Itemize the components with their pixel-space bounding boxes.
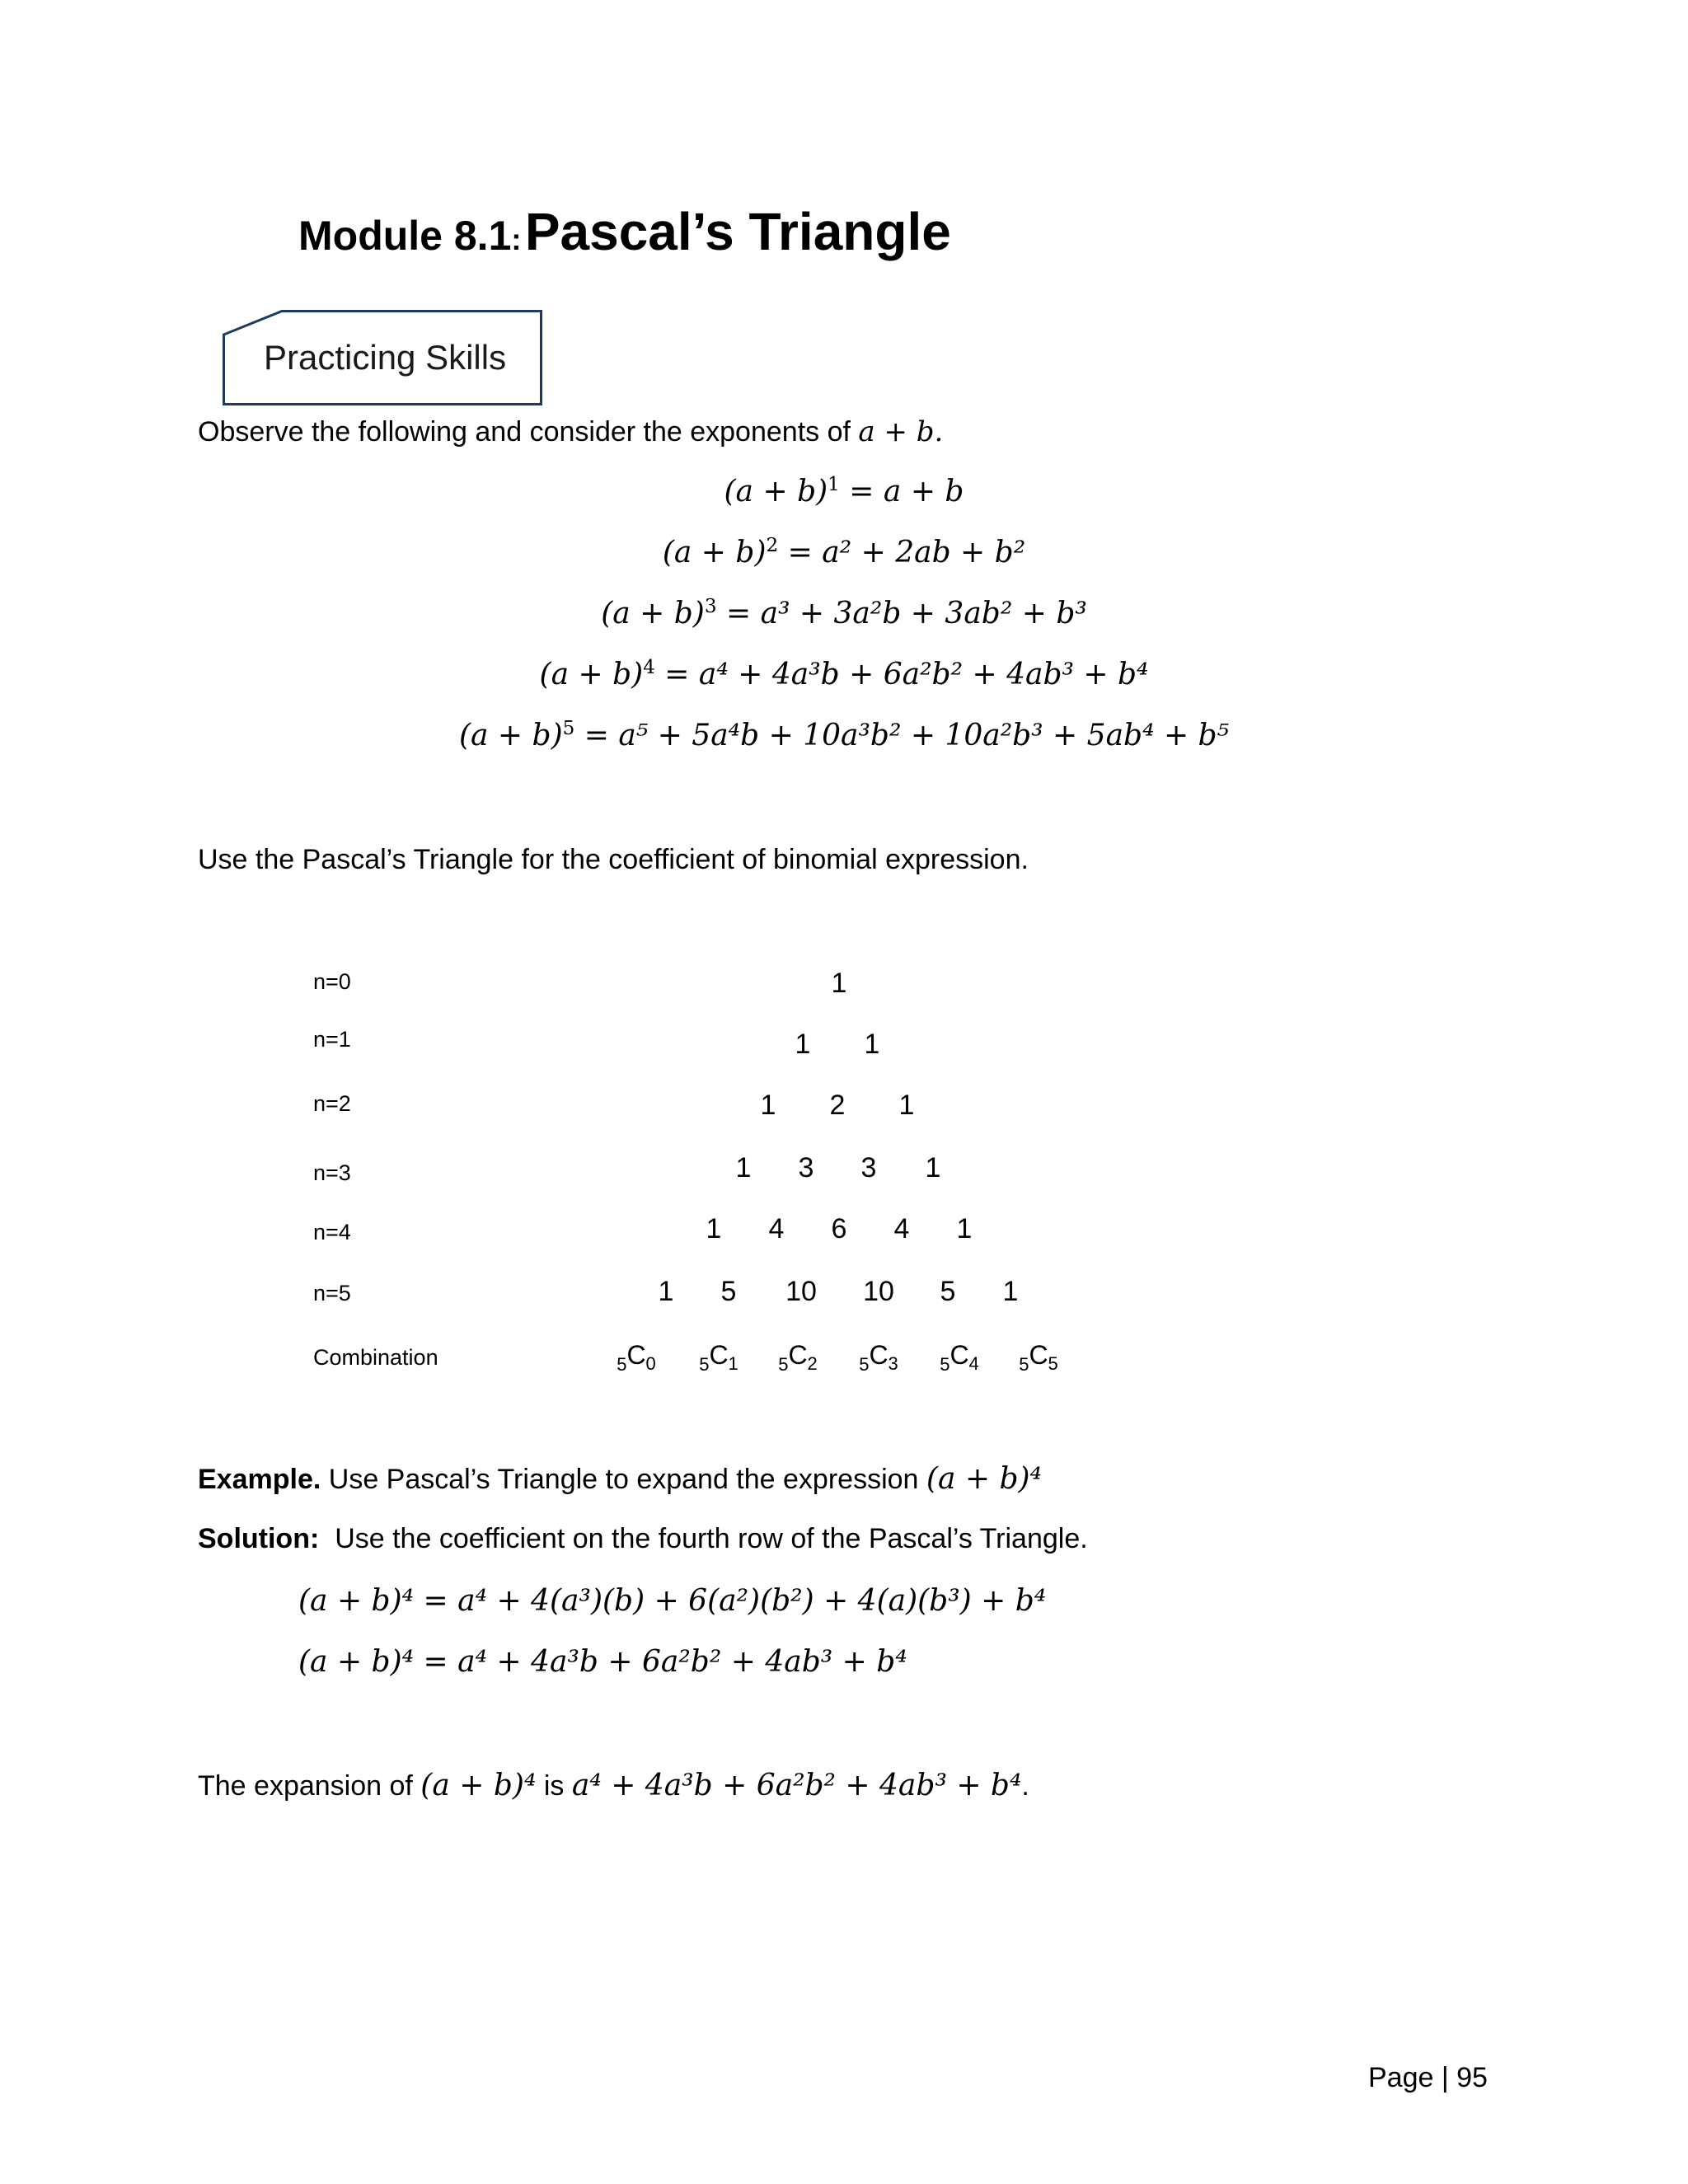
step-rhs: = a⁴ + 4a³b + 6a²b² + 4ab³ + b⁴	[423, 1645, 907, 1679]
expansion-rhs: a⁵ + 5a⁴b + 10a³b² + 10a²b³ + 5ab⁴ + b⁵	[618, 719, 1230, 752]
step-lhs: (a + b)⁴	[298, 1645, 415, 1679]
conclusion-middle: is	[543, 1770, 565, 1802]
conclusion-suffix: .	[1021, 1770, 1029, 1802]
combination-label: $_5C_2$	[778, 1340, 818, 1375]
expansion-power: 4	[643, 657, 655, 679]
expansion-row: $(a + b)^1 = a + b$	[724, 474, 964, 509]
triangle-cell: 10	[785, 1276, 817, 1307]
row-label: Combination	[313, 1345, 438, 1370]
page-number: Page | 95	[1368, 2062, 1488, 2093]
solution-line	[198, 1523, 1088, 1555]
row-label: n=3	[313, 1160, 351, 1185]
combination-label: $_5C_1$	[699, 1340, 738, 1375]
expansion-lhs: (a + b)	[724, 475, 828, 509]
step-lhs: (a + b)⁴	[298, 1584, 415, 1618]
expansion-row: $(a + b)^2 = a^2 + 2ab + b^2$	[662, 535, 1026, 569]
conclusion-lhs: (a + b)⁴	[420, 1769, 537, 1802]
triangle-cell: 4	[893, 1213, 910, 1244]
page-title	[298, 201, 951, 262]
triangle-cell: 1	[956, 1213, 973, 1244]
expansion-rhs: a⁴ + 4a³b + 6a²b² + 4ab³ + b⁴	[698, 658, 1149, 691]
expansion-lhs: (a + b)	[458, 719, 563, 752]
expansion-row: $(a + b)^5 = a^5 + 5a^4b + 10a^3b^2 + 10a^2b^3 + 5ab^4 + b^5$	[458, 718, 1230, 752]
row-label: n=0	[313, 969, 351, 994]
combination-label: $_5C_0$	[617, 1340, 656, 1375]
example-text: Use Pascal’s Triangle to expand the expression	[328, 1464, 919, 1495]
triangle-cell: 1	[760, 1090, 776, 1121]
triangle-cell: 10	[863, 1276, 894, 1307]
intro-text: Observe the following and consider the exponents of	[198, 416, 851, 448]
conclusion-prefix: The expansion of	[198, 1770, 413, 1802]
triangle-cell: 1	[1002, 1276, 1019, 1307]
title-colon: :	[511, 223, 522, 256]
combination-label: $_5C_3$	[859, 1340, 898, 1375]
expansion-row: $(a + b)^4 = a^4 + 4a^3b + 6a^2b^2 + 4ab^3 + b^4$	[539, 657, 1149, 691]
module-title: Pascal’s Triangle	[524, 202, 951, 261]
expansion-row: $(a + b)^3 = a^3 + 3a^2b + 3ab^2 + b^3$	[601, 596, 1087, 630]
row-label: n=4	[313, 1220, 351, 1244]
row-label: n=5	[313, 1281, 351, 1305]
expansion-power: 5	[562, 718, 575, 740]
triangle-cell: 5	[720, 1276, 737, 1307]
triangle-cell: 3	[798, 1152, 814, 1183]
section-label: Practicing Skills	[264, 338, 507, 377]
intro-expression: a + b.	[858, 415, 944, 448]
conclusion-rhs: a⁴ + 4a³b + 6a²b² + 4ab³ + b⁴	[571, 1769, 1022, 1802]
expansion-power: 1	[828, 474, 840, 496]
combination-label: $_5C_5$	[1019, 1340, 1058, 1375]
example-expression: (a + b)⁴	[926, 1462, 1042, 1496]
conclusion-line	[198, 1769, 1029, 1802]
pascal-intro: Use the Pascal’s Triangle for the coefficient of binomial expression.	[198, 844, 1029, 875]
solution-step-1	[298, 1584, 1046, 1618]
triangle-cell: 1	[706, 1213, 722, 1244]
triangle-cell: 2	[829, 1090, 846, 1121]
module-number: Module 8.1	[298, 213, 512, 259]
expansion-power: 2	[766, 535, 779, 557]
combination-label: $_5C_4$	[940, 1340, 979, 1375]
solution-step-2	[298, 1645, 907, 1679]
triangle-cell: 4	[768, 1213, 785, 1244]
triangle-cell: 1	[898, 1090, 915, 1121]
step-rhs: = a⁴ + 4(a³)(b) + 6(a²)(b²) + 4(a)(b³) + b⁴	[423, 1584, 1047, 1618]
intro-sentence	[198, 415, 943, 448]
expansion-rhs: a² + 2ab + b²	[822, 536, 1026, 569]
solution-label: Solution:	[198, 1523, 320, 1554]
solution-text: Use the coefficient on the fourth row of the Pascal’s Triangle.	[335, 1523, 1088, 1554]
row-label: n=1	[313, 1027, 351, 1052]
triangle-cell: 1	[925, 1152, 941, 1183]
expansion-rhs: a³ + 3a²b + 3ab² + b³	[760, 597, 1087, 630]
expansion-rhs: a + b	[883, 475, 964, 509]
triangle-cell: 3	[860, 1152, 877, 1183]
triangle-cell: 1	[795, 1029, 811, 1060]
triangle-cell: 1	[864, 1029, 880, 1060]
example-label: Example.	[198, 1464, 321, 1495]
expansion-lhs: (a + b)	[539, 658, 644, 691]
triangle-cell: 1	[831, 968, 847, 999]
triangle-cell: 1	[735, 1152, 752, 1183]
example-line	[198, 1462, 1042, 1496]
triangle-cell: 6	[831, 1213, 847, 1244]
row-label: n=2	[313, 1091, 351, 1116]
expansion-power: 3	[704, 596, 717, 618]
triangle-cell: 5	[940, 1276, 956, 1307]
triangle-cell: 1	[658, 1276, 674, 1307]
expansion-lhs: (a + b)	[662, 536, 767, 569]
expansion-lhs: (a + b)	[601, 597, 705, 630]
